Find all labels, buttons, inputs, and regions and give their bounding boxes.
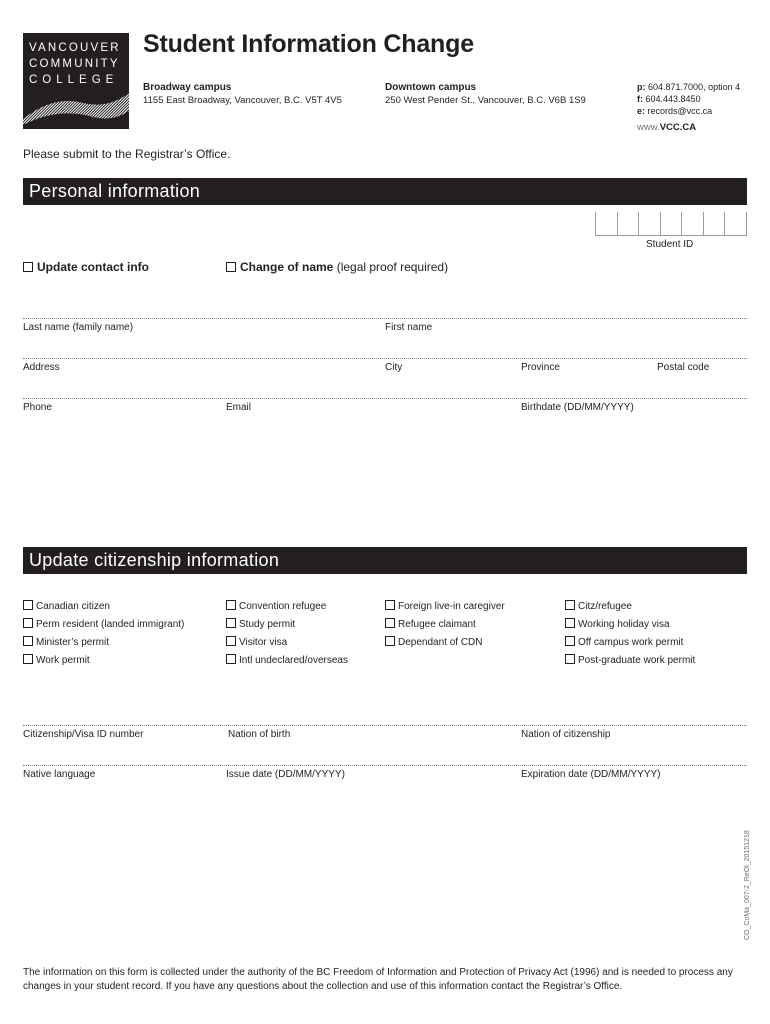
option-checkbox[interactable] bbox=[565, 600, 575, 610]
citizenship-option[interactable] bbox=[565, 636, 683, 648]
logo-line-3: COLLEGE bbox=[29, 74, 119, 86]
citizenship-option[interactable] bbox=[23, 618, 184, 630]
logo-line-1: VANCOUVER bbox=[29, 42, 121, 54]
city-label: City bbox=[385, 362, 403, 373]
option-label: Study permit bbox=[239, 619, 296, 630]
visa-id-label: Citizenship/Visa ID number bbox=[23, 729, 144, 740]
option-checkbox[interactable] bbox=[23, 636, 33, 646]
student-id-label: Student ID bbox=[646, 239, 694, 250]
address-label: Address bbox=[23, 362, 60, 373]
fax-label: f: bbox=[637, 94, 643, 104]
expiration-date-label: Expiration date (DD/MM/YYYY) bbox=[521, 769, 661, 780]
option-label: Perm resident (landed immigrant) bbox=[36, 619, 185, 630]
option-checkbox[interactable] bbox=[23, 618, 33, 628]
website-domain: VCC.CA bbox=[659, 122, 697, 133]
change-name-note: (legal proof required) bbox=[336, 260, 449, 274]
field-line[interactable] bbox=[23, 318, 747, 319]
section-citizenship: Update citizenship information bbox=[23, 547, 747, 574]
option-label: Foreign live-in caregiver bbox=[398, 601, 505, 612]
option-label: Convention refugee bbox=[239, 601, 327, 612]
postal-code-label: Postal code bbox=[657, 362, 710, 373]
citizenship-option[interactable] bbox=[226, 654, 348, 666]
campus-address: 1155 East Broadway, Vancouver, B.C. V5T 4V5 bbox=[143, 95, 342, 106]
logo-line-2: COMMUNITY bbox=[29, 58, 120, 70]
phone-field-label: Phone bbox=[23, 402, 52, 413]
option-checkbox[interactable] bbox=[565, 636, 575, 646]
citizenship-option[interactable] bbox=[226, 600, 326, 612]
change-name-checkbox[interactable] bbox=[226, 262, 236, 272]
campus-address: 250 West Pender St., Vancouver, B.C. V6B 1S9 bbox=[385, 95, 586, 106]
campus-name: Broadway campus bbox=[143, 82, 232, 93]
first-name-label: First name bbox=[385, 322, 433, 333]
option-checkbox[interactable] bbox=[23, 600, 33, 610]
campus-name: Downtown campus bbox=[385, 82, 477, 93]
update-contact-option[interactable] bbox=[23, 260, 149, 274]
option-checkbox[interactable] bbox=[385, 618, 395, 628]
phone-value: 604.871.7000, option 4 bbox=[648, 82, 741, 92]
field-line[interactable] bbox=[23, 765, 747, 766]
option-label: Canadian citizen bbox=[36, 601, 110, 612]
citizenship-option[interactable] bbox=[226, 618, 295, 630]
section-personal-information: Personal information bbox=[23, 178, 747, 205]
option-checkbox[interactable] bbox=[226, 618, 236, 628]
citizenship-option[interactable] bbox=[23, 636, 109, 648]
vcc-logo bbox=[23, 33, 129, 129]
option-label: Citz/refugee bbox=[578, 601, 632, 612]
citizenship-option[interactable] bbox=[23, 654, 90, 666]
issue-date-label: Issue date (DD/MM/YYYY) bbox=[226, 769, 345, 780]
email-label: e: bbox=[637, 106, 646, 116]
fax-value: 604.443.8450 bbox=[645, 94, 701, 104]
citizenship-option[interactable] bbox=[565, 600, 632, 612]
option-checkbox[interactable] bbox=[565, 618, 575, 628]
citizenship-option[interactable] bbox=[385, 636, 483, 648]
citizenship-option[interactable] bbox=[565, 654, 695, 666]
field-line[interactable] bbox=[23, 725, 747, 726]
birthdate-label: Birthdate (DD/MM/YYYY) bbox=[521, 402, 634, 413]
form-code: CO_CoMa_007-2_ReOl_20151218 bbox=[744, 830, 751, 940]
option-label: Refugee claimant bbox=[398, 619, 476, 630]
form-title: Student Information Change bbox=[143, 30, 474, 58]
change-name-option[interactable] bbox=[226, 260, 448, 274]
citizenship-option[interactable] bbox=[565, 618, 670, 630]
option-label: Post-graduate work permit bbox=[578, 655, 696, 666]
student-id-input[interactable] bbox=[595, 212, 747, 236]
phone-label: p: bbox=[637, 82, 646, 92]
field-line[interactable] bbox=[23, 358, 747, 359]
privacy-footer: The information on this form is collected under the authority of the BC Freedom of Information and Protection of Privacy Act (1996) and is needed to process any changes in your student record. If you have any questions about the collection and use of this information contact the Registrar’s Office. bbox=[23, 967, 733, 992]
update-contact-label: Update contact info bbox=[37, 260, 150, 274]
last-name-label: Last name (family name) bbox=[23, 322, 134, 333]
option-checkbox[interactable] bbox=[385, 600, 395, 610]
option-label: Intl undeclared/overseas bbox=[239, 655, 348, 666]
field-line[interactable] bbox=[23, 398, 747, 399]
citizenship-option[interactable] bbox=[385, 618, 476, 630]
option-label: Minister’s permit bbox=[36, 637, 109, 648]
logo-wave-graphic bbox=[23, 89, 129, 129]
native-language-label: Native language bbox=[23, 769, 96, 780]
broadway-campus bbox=[143, 81, 342, 107]
change-name-label: Change of name bbox=[240, 260, 334, 274]
email-field-label: Email bbox=[226, 402, 252, 413]
province-label: Province bbox=[521, 362, 560, 373]
submit-note: Please submit to the Registrar’s Office. bbox=[23, 147, 231, 161]
option-checkbox[interactable] bbox=[385, 636, 395, 646]
option-label: Visitor visa bbox=[239, 637, 288, 648]
option-label: Dependant of CDN bbox=[398, 637, 483, 648]
option-label: Working holiday visa bbox=[578, 619, 670, 630]
nation-of-birth-label: Nation of birth bbox=[228, 729, 291, 740]
citizenship-option[interactable] bbox=[385, 600, 505, 612]
contact-info bbox=[637, 81, 740, 117]
option-label: Work permit bbox=[36, 655, 90, 666]
option-label: Off campus work permit bbox=[578, 637, 684, 648]
citizenship-option[interactable] bbox=[23, 600, 110, 612]
nation-of-citizenship-label: Nation of citizenship bbox=[521, 729, 611, 740]
downtown-campus bbox=[385, 81, 586, 107]
update-contact-checkbox[interactable] bbox=[23, 262, 33, 272]
website-prefix: www. bbox=[637, 122, 660, 133]
email-value[interactable]: records@vcc.ca bbox=[647, 106, 713, 116]
citizenship-option[interactable] bbox=[226, 636, 287, 648]
option-checkbox[interactable] bbox=[226, 636, 236, 646]
option-checkbox[interactable] bbox=[23, 654, 33, 664]
option-checkbox[interactable] bbox=[226, 600, 236, 610]
option-checkbox[interactable] bbox=[226, 654, 236, 664]
option-checkbox[interactable] bbox=[565, 654, 575, 664]
website-link[interactable] bbox=[637, 122, 696, 133]
